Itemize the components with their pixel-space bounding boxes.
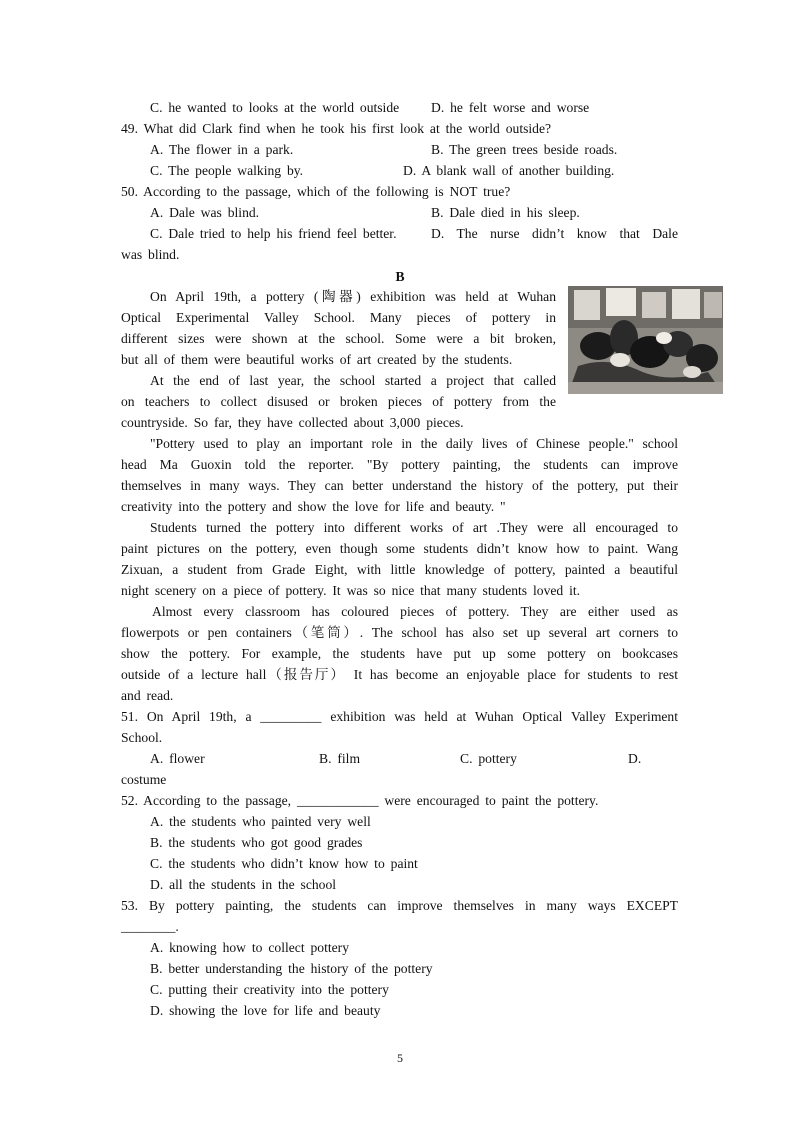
q52-option-d: D. all the students in the school <box>150 877 337 892</box>
q51-option-d-cont: costume <box>121 772 167 787</box>
passage-p5-line3: show the pottery. For example, the students have put up some pottery on bookcases <box>121 646 678 661</box>
q52-stem: 52. According to the passage, ____________ were encouraged to paint the pottery. <box>121 793 599 808</box>
q49-option-c: C. The people walking by. <box>150 163 304 178</box>
section-heading: B <box>395 269 405 284</box>
passage-p1-line4: but all of them were beautiful works of art created by the students. <box>121 352 513 367</box>
q49-option-d: D. A blank wall of another building. <box>403 163 615 178</box>
passage-p2-line3: countryside. So far, they have collected about 3,000 pieces. <box>121 415 464 430</box>
passage-p1-line2: Optical Experimental Valley School. Many pieces of pottery in <box>121 310 556 325</box>
passage-p5-line1: Almost every classroom has coloured pieces of pottery. They are either used as <box>152 604 678 619</box>
passage-p5-line5: and read. <box>121 688 174 703</box>
q53-stem-cont: ________. <box>121 919 179 934</box>
q49-stem: 49. What did Clark find when he took his first look at the world outside? <box>121 121 552 136</box>
q48-option-c: C. he wanted to looks at the world outside <box>150 100 400 115</box>
q53-option-a: A. knowing how to collect pottery <box>150 940 350 955</box>
q50-option-d-cont: was blind. <box>121 247 180 262</box>
passage-p3-line2: head Ma Guoxin told the reporter. "By pottery painting, the students can improve <box>121 457 678 472</box>
passage-p4-line1: Students turned the pottery into different works of art .They were all encouraged to <box>150 520 678 535</box>
q50-option-c: C. Dale tried to help his friend feel better. <box>150 226 397 241</box>
q50-option-d: D. The nurse didn’t know that Dale <box>431 226 678 241</box>
q50-stem: 50. According to the passage, which of the following is NOT true? <box>121 184 511 199</box>
q51-option-d: D. <box>628 751 642 766</box>
q50-option-b: B. Dale died in his sleep. <box>431 205 580 220</box>
q53-option-d: D. showing the love for life and beauty <box>150 1003 381 1018</box>
passage-p2-line2: on teachers to collect disused or broken pieces of pottery from the <box>121 394 556 409</box>
passage-p2-line1: At the end of last year, the school started a project that called <box>150 373 556 388</box>
q51-stem-cont: School. <box>121 730 163 745</box>
q50-option-a: A. Dale was blind. <box>150 205 260 220</box>
passage-p4-line3: Zixuan, a student from Grade Eight, with little knowledge of pottery, painted a beautiful <box>121 562 678 577</box>
q51-option-b: B. film <box>319 751 361 766</box>
q51-stem: 51. On April 19th, a _________ exhibition was held at Wuhan Optical Valley Experiment <box>121 709 678 724</box>
passage-p3-line3: themselves in many ways. They can better understand the history of the pottery, put their <box>121 478 678 493</box>
passage-p4-line2: paint pictures on the pottery, even though some students didn’t know how to paint. Wang <box>121 541 678 556</box>
q52-option-b: B. the students who got good grades <box>150 835 363 850</box>
passage-p5-line2: flowerpots or pen containers（笔筒）. The school has also set up several art corners to <box>121 625 678 640</box>
q48-option-d: D. he felt worse and worse <box>431 100 590 115</box>
passage-p5-line4: outside of a lecture hall（报告厅） It has become an enjoyable place for students to rest <box>121 667 678 682</box>
page-number: 5 <box>397 1051 403 1065</box>
q52-option-c: C. the students who didn’t know how to paint <box>150 856 418 871</box>
q53-stem: 53. By pottery painting, the students can improve themselves in many ways EXCEPT <box>121 898 678 913</box>
pottery-exhibition-photo <box>568 286 723 394</box>
q53-option-b: B. better understanding the history of the pottery <box>150 961 433 976</box>
passage-p1-line1: On April 19th, a pottery (陶器) exhibition was held at Wuhan <box>150 289 556 304</box>
passage-p3-line4: creativity into the pottery and show the love for life and beauty. " <box>121 499 506 514</box>
q49-option-b: B. The green trees beside roads. <box>431 142 618 157</box>
q51-option-a: A. flower <box>150 751 205 766</box>
q52-option-a: A. the students who painted very well <box>150 814 371 829</box>
passage-p4-line4: night scenery on a piece of pottery. It was so nice that many students loved it. <box>121 583 581 598</box>
q51-option-c: C. pottery <box>460 751 517 766</box>
passage-p3-line1: "Pottery used to play an important role in the daily lives of Chinese people." school <box>150 436 678 451</box>
q49-option-a: A. The flower in a park. <box>150 142 294 157</box>
passage-p1-line3: different sizes were shown at the school. Some were a bit broken, <box>121 331 556 346</box>
q53-option-c: C. putting their creativity into the pottery <box>150 982 389 997</box>
